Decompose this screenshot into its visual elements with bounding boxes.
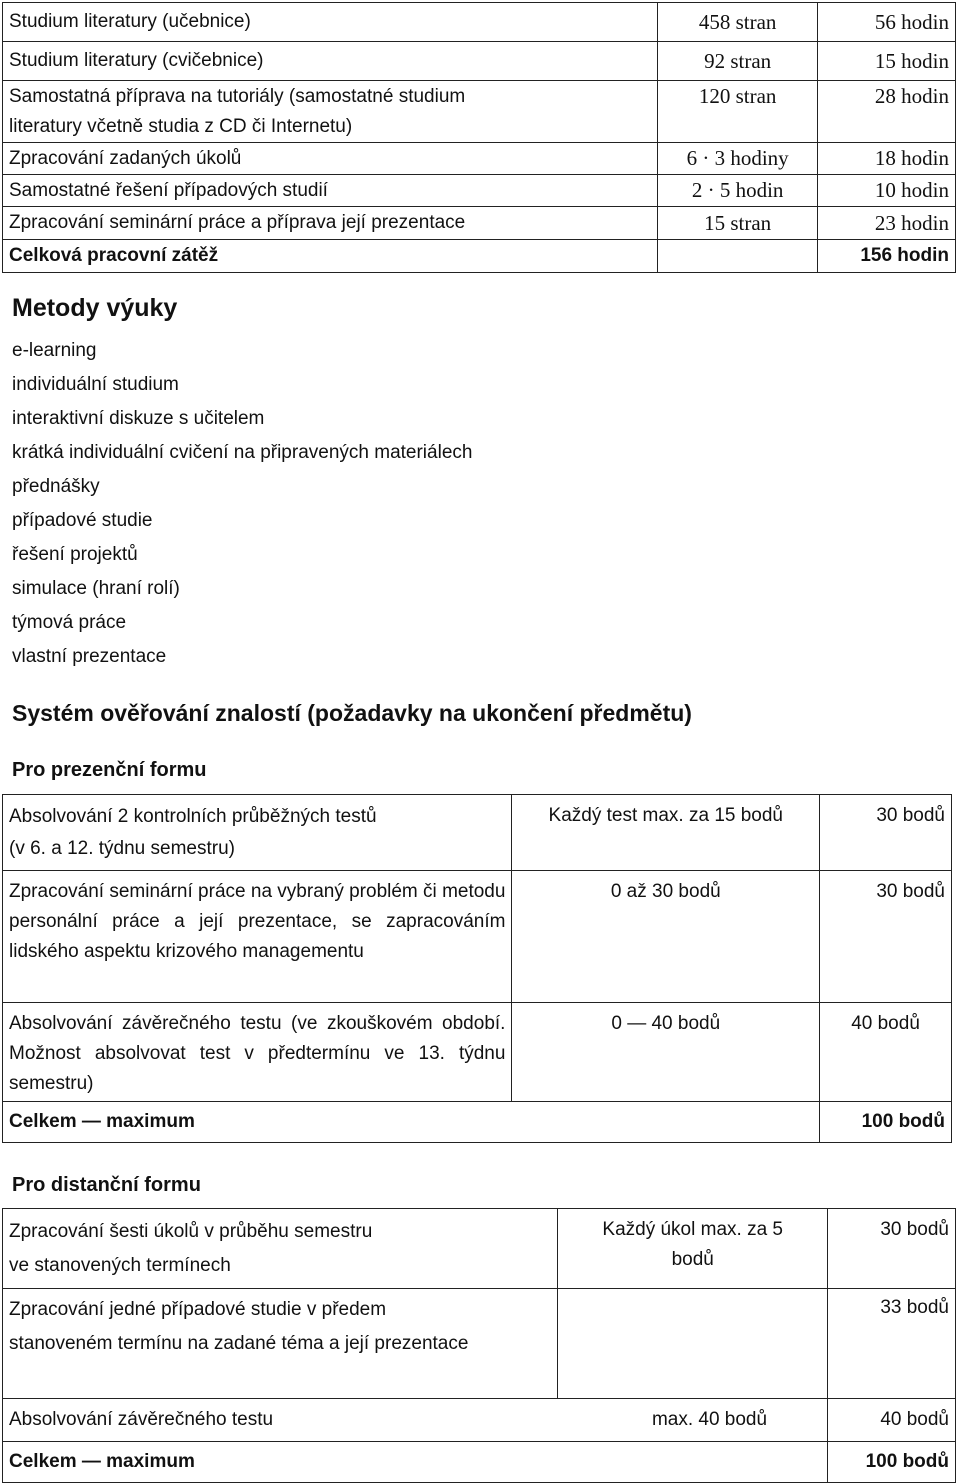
list-item: řešení projektů [12, 544, 138, 565]
workload-hours: 15 hodin [818, 42, 956, 81]
workload-amount: 2 · 5 hodin [658, 175, 818, 207]
workload-amount: 15 stran [658, 207, 818, 240]
table-row [3, 795, 952, 871]
assessment-total-label: Celkem — maximum [3, 1442, 828, 1483]
assessment-points: 40 bodů [828, 1399, 956, 1442]
table-row [3, 871, 952, 1003]
workload-label: Zpracování seminární práce a příprava její prezentace [3, 207, 658, 240]
workload-label-line: Samostatná příprava na tutoriály (samostatné studium [9, 86, 466, 107]
table-row [3, 207, 956, 240]
assessment-label-row [3, 1399, 828, 1442]
distance-table [2, 1208, 956, 1483]
list-item: případové studie [12, 510, 153, 531]
assessment-label [3, 1209, 558, 1289]
workload-label: Studium literatury (učebnice) [3, 3, 658, 42]
list-item: přednášky [12, 476, 100, 497]
assessment-points: 30 bodů [828, 1209, 956, 1289]
list-item: krátká individuální cvičení na připravených materiálech [12, 442, 473, 463]
assessment-detail: 0 — 40 bodů [512, 1003, 820, 1102]
table-row [3, 81, 956, 143]
workload-hours: 10 hodin [818, 175, 956, 207]
list-item: vlastní prezentace [12, 646, 167, 667]
list-item: týmová práce [12, 612, 127, 633]
assessment-title: Systém ověřování znalostí (požadavky na ukončení předmětu) [12, 700, 692, 726]
workload-label [3, 81, 658, 143]
assessment-points: 40 bodů [820, 1003, 952, 1102]
workload-hours: 28 hodin [818, 81, 956, 143]
workload-amount: 120 stran [658, 81, 818, 143]
table-row [3, 1399, 956, 1442]
workload-label: Studium literatury (cvičebnice) [3, 42, 658, 81]
table-row [3, 1102, 952, 1143]
table-row [3, 3, 956, 42]
workload-label-line: literatury včetně studia z CD či Internetu) [9, 116, 353, 137]
assessment-points: 33 bodů [828, 1289, 956, 1399]
list-item: simulace (hraní rolí) [12, 578, 180, 599]
assessment-label: Absolvování závěrečného testu [9, 1409, 274, 1430]
assessment-label-line: Zpracování šesti úkolů v průběhu semestru [9, 1221, 373, 1242]
assessment-label-line: Zpracování jedné případové studie v předem [9, 1299, 387, 1320]
workload-hours: 56 hodin [818, 3, 956, 42]
assessment-label: Absolvování závěrečného testu (ve zkouškovém období. Možnost absolvovat test v předtermínu ve 13. týdnu semestru) [3, 1003, 512, 1102]
table-row [3, 175, 956, 207]
table-row [3, 1289, 956, 1399]
assessment-label: Zpracování seminární práce na vybraný problém či metodu personální práce a její prezentace, se zapracováním lidského aspektu krizového managementu [3, 871, 512, 1003]
assessment-label [3, 1289, 558, 1399]
assessment-label-line: Absolvování 2 kontrolních průběžných testů [9, 806, 377, 827]
workload-total-hours: 156 hodin [818, 240, 956, 273]
assessment-detail: 0 až 30 bodů [512, 871, 820, 1003]
workload-hours: 23 hodin [818, 207, 956, 240]
table-row [3, 240, 956, 273]
assessment-total-points: 100 bodů [828, 1442, 956, 1483]
fulltime-table [2, 794, 952, 1143]
workload-hours: 18 hodin [818, 143, 956, 175]
assessment-detail: Každý úkol max. za 5 bodů [558, 1209, 828, 1289]
table-row [3, 42, 956, 81]
assessment-total-points: 100 bodů [820, 1102, 952, 1143]
table-row [3, 1442, 956, 1483]
distance-title: Pro distanční formu [12, 1174, 201, 1196]
list-item: e-learning [12, 340, 97, 361]
list-item: interaktivní diskuze s učitelem [12, 408, 265, 429]
methods-title: Metody výuky [12, 294, 178, 322]
assessment-points: 30 bodů [820, 795, 952, 871]
workload-table [2, 2, 956, 273]
assessment-detail: Každý test max. za 15 bodů [512, 795, 820, 871]
assessment-label [3, 795, 512, 871]
table-row [3, 1209, 956, 1289]
methods-list [12, 334, 472, 674]
assessment-detail: max. 40 bodů [651, 1409, 768, 1430]
workload-amount: 6 · 3 hodiny [658, 143, 818, 175]
workload-label: Samostatné řešení případových studií [3, 175, 658, 207]
assessment-detail [558, 1289, 828, 1399]
table-row [3, 143, 956, 175]
table-row [3, 1003, 952, 1102]
assessment-label-line: ve stanovených termínech [9, 1255, 231, 1276]
assessment-label-line: (v 6. a 12. týdnu semestru) [9, 838, 235, 859]
workload-amount: 458 stran [658, 3, 818, 42]
assessment-points: 30 bodů [820, 871, 952, 1003]
workload-total-label: Celková pracovní zátěž [3, 240, 658, 273]
workload-amount: 92 stran [658, 42, 818, 81]
workload-total-empty [658, 240, 818, 273]
workload-label: Zpracování zadaných úkolů [3, 143, 658, 175]
list-item: individuální studium [12, 374, 179, 395]
assessment-total-label: Celkem — maximum [3, 1102, 820, 1143]
fulltime-title: Pro prezenční formu [12, 759, 207, 781]
assessment-label-line: stanoveném termínu na zadané téma a její prezentace [9, 1333, 469, 1354]
